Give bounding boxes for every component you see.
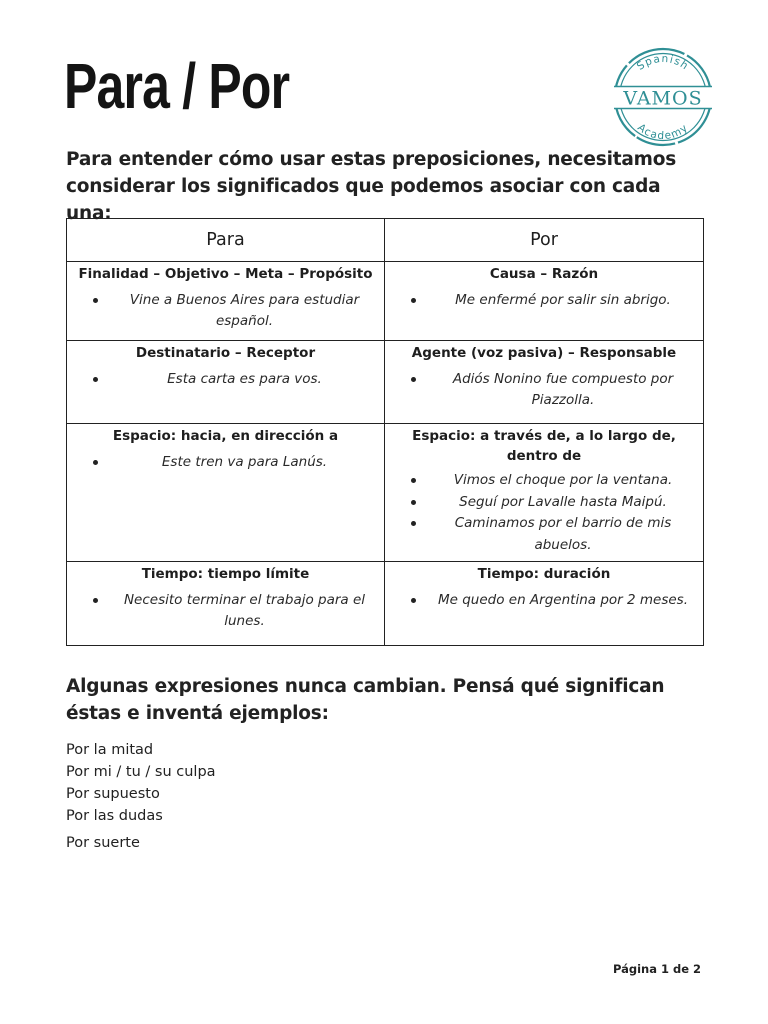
column-header-por: Por [385,219,704,262]
table-row [67,562,704,646]
logo-top-text: Spanish [634,52,692,73]
page-number: Página 1 de 2 [612,962,701,976]
para-cell [67,262,385,341]
para-usage-heading: Espacio: hacia, en dirección a [112,428,339,444]
por-example: Me enfermé por salir sin abrigo. [433,290,693,311]
para-example-list [67,452,384,473]
por-cell [385,341,704,424]
por-example: Adiós Nonino fue compuesto por Piazzolla. [433,369,693,411]
para-example-list [67,290,384,332]
por-cell [385,424,704,562]
para-usage-heading: Destinatario – Receptor [135,345,316,361]
para-cell [67,341,385,424]
vamos-academy-logo [608,46,718,148]
por-example-list [385,470,703,556]
por-usage-heading: Tiempo: duración [477,566,611,582]
para-usage-heading: Tiempo: tiempo límite [141,566,310,582]
expression-item: Por mi / tu / su culpa [66,764,216,780]
expressions-heading: Algunas expresiones nunca cambian. Pensá qué significan éstas e inventá ejemplos: [66,676,665,724]
para-example: Necesito terminar el trabajo para el lunes. [115,590,374,632]
svg-text:Spanish [635,53,691,73]
para-cell [67,424,385,562]
para-example: Este tren va para Lanús. [115,452,374,473]
table-header-row [67,219,704,262]
column-header-para: Para [67,219,385,262]
table-row [67,262,704,341]
por-example-list [385,290,703,311]
expression-item: Por la mitad [66,742,154,758]
para-usage-heading: Finalidad – Objetivo – Meta – Propósito [78,266,373,282]
para-example: Esta carta es para vos. [115,369,374,390]
por-example: Caminamos por el barrio de mis abuelos. [433,513,693,556]
por-cell [385,562,704,646]
por-usage-heading: Espacio: a través de, a lo largo de, dentro de [412,428,676,464]
logo-bottom-text: Academy [635,121,691,143]
por-example-list [385,590,703,611]
page-title: Para / Por [64,50,290,122]
para-por-table [66,218,704,646]
para-example: Vine a Buenos Aires para estudiar español. [115,290,374,332]
por-example-list [385,369,703,411]
por-example: Vimos el choque por la ventana. [433,470,693,492]
para-cell [67,562,385,646]
por-usage-heading: Agente (voz pasiva) – Responsable [411,345,677,361]
svg-text:Academy [635,122,691,143]
por-example: Seguí por Lavalle hasta Maipú. [433,492,693,514]
por-usage-heading: Causa – Razón [489,266,599,282]
table-row [67,341,704,424]
por-cell [385,262,704,341]
expressions-list [66,739,216,854]
expression-item: Por supuesto [66,786,160,802]
para-example-list [67,590,384,632]
por-example: Me quedo en Argentina por 2 meses. [433,590,693,611]
table-row [67,424,704,562]
logo-center-text: VAMOS [623,87,703,110]
expression-item: Por las dudas [66,808,163,824]
para-example-list [67,369,384,390]
expression-item: Por suerte [66,835,140,851]
intro-paragraph: Para entender cómo usar estas preposiciones, necesitamos considerar los significados que podemos asociar con cada una: [66,149,677,224]
